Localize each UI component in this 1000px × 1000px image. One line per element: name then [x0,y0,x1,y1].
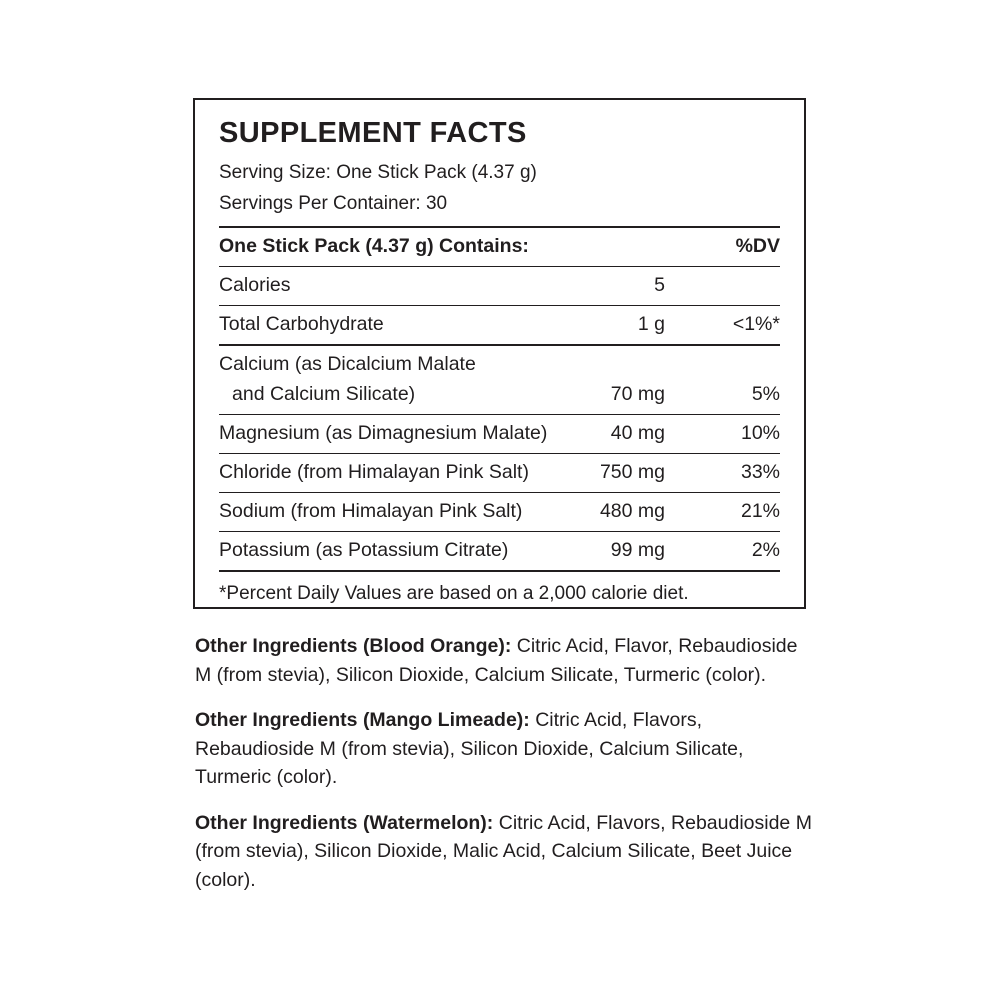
nutrient-dv: 33% [740,460,780,483]
table-row-calcium [219,346,780,415]
other-ingredients-section [195,632,817,911]
nutrient-name: Magnesium (as Dimagnesium Malate) [219,421,548,444]
serving-size: Serving Size: One Stick Pack (4.37 g) [219,161,537,183]
ingredients-heading: Other Ingredients (Blood Orange): [195,635,512,657]
ingredients-list: Citric Acid, Flavors, Rebaudioside M (from stevia), Silicon Dioxide, Calcium Silicate, Turmeric (color). [195,709,744,788]
ingredients-list: Citric Acid, Flavor, Rebaudioside M (from stevia), Silicon Dioxide, Calcium Silicate, Turmeric (color). [195,635,798,686]
other-ingredients-watermelon [195,809,817,895]
supplement-facts-panel [193,98,806,609]
serving-info [219,157,780,228]
other-ingredients-mango-limeade [195,706,817,792]
nutrient-dv: 10% [740,421,780,444]
nutrient-name: Sodium (from Himalayan Pink Salt) [219,499,523,522]
nutrient-name-line1: Calcium (as Dicalcium Malate [219,352,476,375]
panel-title: SUPPLEMENT FACTS [219,117,527,149]
nutrient-name: Total Carbohydrate [219,312,384,335]
dv-header: %DV [735,234,780,257]
facts-header-row [219,228,780,267]
nutrient-dv: 5% [751,382,780,405]
nutrient-amount: 1 g [637,312,665,335]
nutrient-name [219,353,570,405]
daily-value-footnote: *Percent Daily Values are based on a 2,000 calorie diet. [219,582,689,604]
nutrient-amount: 99 mg [610,538,665,561]
nutrient-amount: 750 mg [599,460,665,483]
nutrient-name-line2: and Calcium Silicate) [232,382,416,405]
table-row-magnesium [219,415,780,454]
contains-header: One Stick Pack (4.37 g) Contains: [219,234,529,257]
table-row-potassium [219,532,780,572]
ingredients-heading: Other Ingredients (Watermelon): [195,811,494,834]
nutrient-amount: 480 mg [599,499,665,522]
nutrient-amount: 40 mg [610,421,665,444]
table-row-sodium [219,493,780,532]
nutrient-name: Potassium (as Potassium Citrate) [219,538,509,561]
nutrient-name: Calories [219,273,291,296]
table-row-chloride [219,454,780,493]
table-row-total-carbohydrate [219,306,780,346]
nutrient-dv: <1%* [732,312,780,335]
servings-per-container: Servings Per Container: 30 [219,192,448,214]
nutrient-name: Chloride (from Himalayan Pink Salt) [219,460,529,483]
nutrient-dv: 2% [751,538,780,561]
ingredients-list: Citric Acid, Flavors, Rebaudioside M (from stevia), Silicon Dioxide, Malic Acid, Calcium Silicate, Beet Juice (color). [195,811,812,891]
nutrient-amount: 5 [654,273,665,296]
other-ingredients-blood-orange [195,632,817,689]
nutrient-dv: 21% [740,499,780,522]
ingredients-heading: Other Ingredients (Mango Limeade): [195,709,530,731]
nutrient-amount: 70 mg [610,382,665,405]
table-row-calories [219,267,780,306]
